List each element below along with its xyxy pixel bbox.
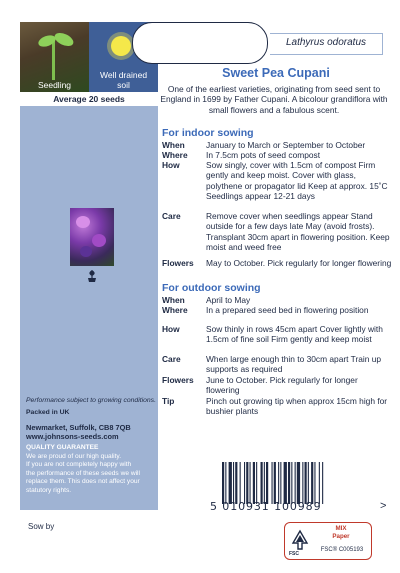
- performance-note: Performance subject to growing conditions.: [26, 397, 156, 404]
- quality-line: the performance of these seeds we will: [26, 469, 140, 477]
- row-key: Flowers: [162, 258, 194, 268]
- sun-icon: [111, 36, 131, 56]
- barcode-chevron: >: [380, 500, 387, 512]
- row-key: Where: [162, 150, 188, 160]
- pot-icon: [86, 269, 98, 283]
- row-key: Care: [162, 354, 181, 364]
- average-seeds-text: Average 20 seeds: [53, 94, 125, 104]
- row-value: In 7.5cm pots of seed compost: [206, 150, 321, 160]
- row-key: Care: [162, 211, 181, 221]
- flower-photo: [70, 208, 114, 266]
- fsc-code: FSC® C005193: [320, 547, 364, 553]
- row-key: How: [162, 160, 180, 170]
- quality-line: replace them. This does not affect your: [26, 478, 140, 485]
- soil-label-line-2: soil: [117, 80, 130, 90]
- fsc-badge: [284, 522, 372, 560]
- row-value: Remove cover when seedlings appear Stand outside for a few days late May (avoid frosts). Transplant 30cm apart in flowering position. Keep moist and weed free: [206, 211, 390, 252]
- quality-line: If you are not completely happy with: [26, 461, 132, 468]
- left-info-panel: [20, 22, 158, 510]
- row-key: When: [162, 295, 185, 305]
- quality-line: statutory rights.: [26, 486, 72, 494]
- soil-label-line-1: Well drained: [99, 70, 148, 80]
- fsc-paper-text: Paper: [332, 532, 350, 540]
- row-value: In a prepared seed bed in flowering position: [206, 305, 369, 315]
- row-value: When large enough thin to 30cm apart Train up supports as required: [206, 354, 382, 375]
- row-key: How: [162, 324, 180, 334]
- fsc-logo-label: FSC: [289, 551, 299, 557]
- label-oval: [132, 22, 268, 64]
- row-value: May to October. Pick regularly for longer flowering: [206, 258, 392, 268]
- barcode-number: 5 010931 100989: [210, 500, 322, 513]
- average-seeds-bar: [20, 92, 158, 106]
- barcode: [222, 462, 368, 504]
- row-key: When: [162, 140, 185, 150]
- website[interactable]: www.johnsons-seeds.com: [26, 432, 119, 441]
- row-value: June to October. Pick regularly for longer flowering: [206, 375, 358, 396]
- fsc-tree-icon: [289, 529, 311, 551]
- sow-by-label: Sow by: [28, 522, 55, 531]
- address: Newmarket, Suffolk, CB8 7QB: [26, 423, 131, 432]
- fsc-mix-label: [315, 525, 367, 540]
- product-title: Sweet Pea Cupani: [222, 66, 330, 80]
- outdoor-heading: For outdoor sowing: [162, 282, 261, 294]
- row-key: Tip: [162, 396, 175, 406]
- quality-line: We are proud of our high quality.: [26, 452, 122, 460]
- row-value: Sow singly, cover with 1.5cm of compost Firm gently and keep moist. Cover with glass, polythene or propagator lid Keep at approx. 15˚C Seedlings appear 12-21 days: [206, 160, 388, 201]
- row-value: April to May: [206, 295, 251, 305]
- quality-guarantee: [26, 444, 154, 495]
- indoor-heading: For indoor sowing: [162, 127, 254, 139]
- quality-title: QUALITY GUARANTEE: [26, 444, 99, 451]
- row-value: Sow thinly in rows 45cm apart Cover lightly with 1.5cm of fine soil Firm gently and keep moist: [206, 324, 383, 345]
- row-key: Where: [162, 305, 188, 315]
- row-key: Flowers: [162, 375, 194, 385]
- seedling-label: Seedling: [37, 80, 72, 90]
- row-value: January to March or September to October: [206, 140, 366, 150]
- latin-name: Lathyrus odoratus: [285, 37, 367, 48]
- packed-in-uk: Packed in UK: [26, 409, 70, 416]
- row-value: Pinch out growing tip when approx 15cm high for bushier plants: [206, 396, 388, 417]
- product-description: One of the earliest varieties, originating from seed sent to England in 1699 by Father Cupani. A bicolour grandiflora with small flowers and a fabulous scent.: [160, 84, 388, 115]
- fsc-mix-text: MIX: [335, 525, 347, 532]
